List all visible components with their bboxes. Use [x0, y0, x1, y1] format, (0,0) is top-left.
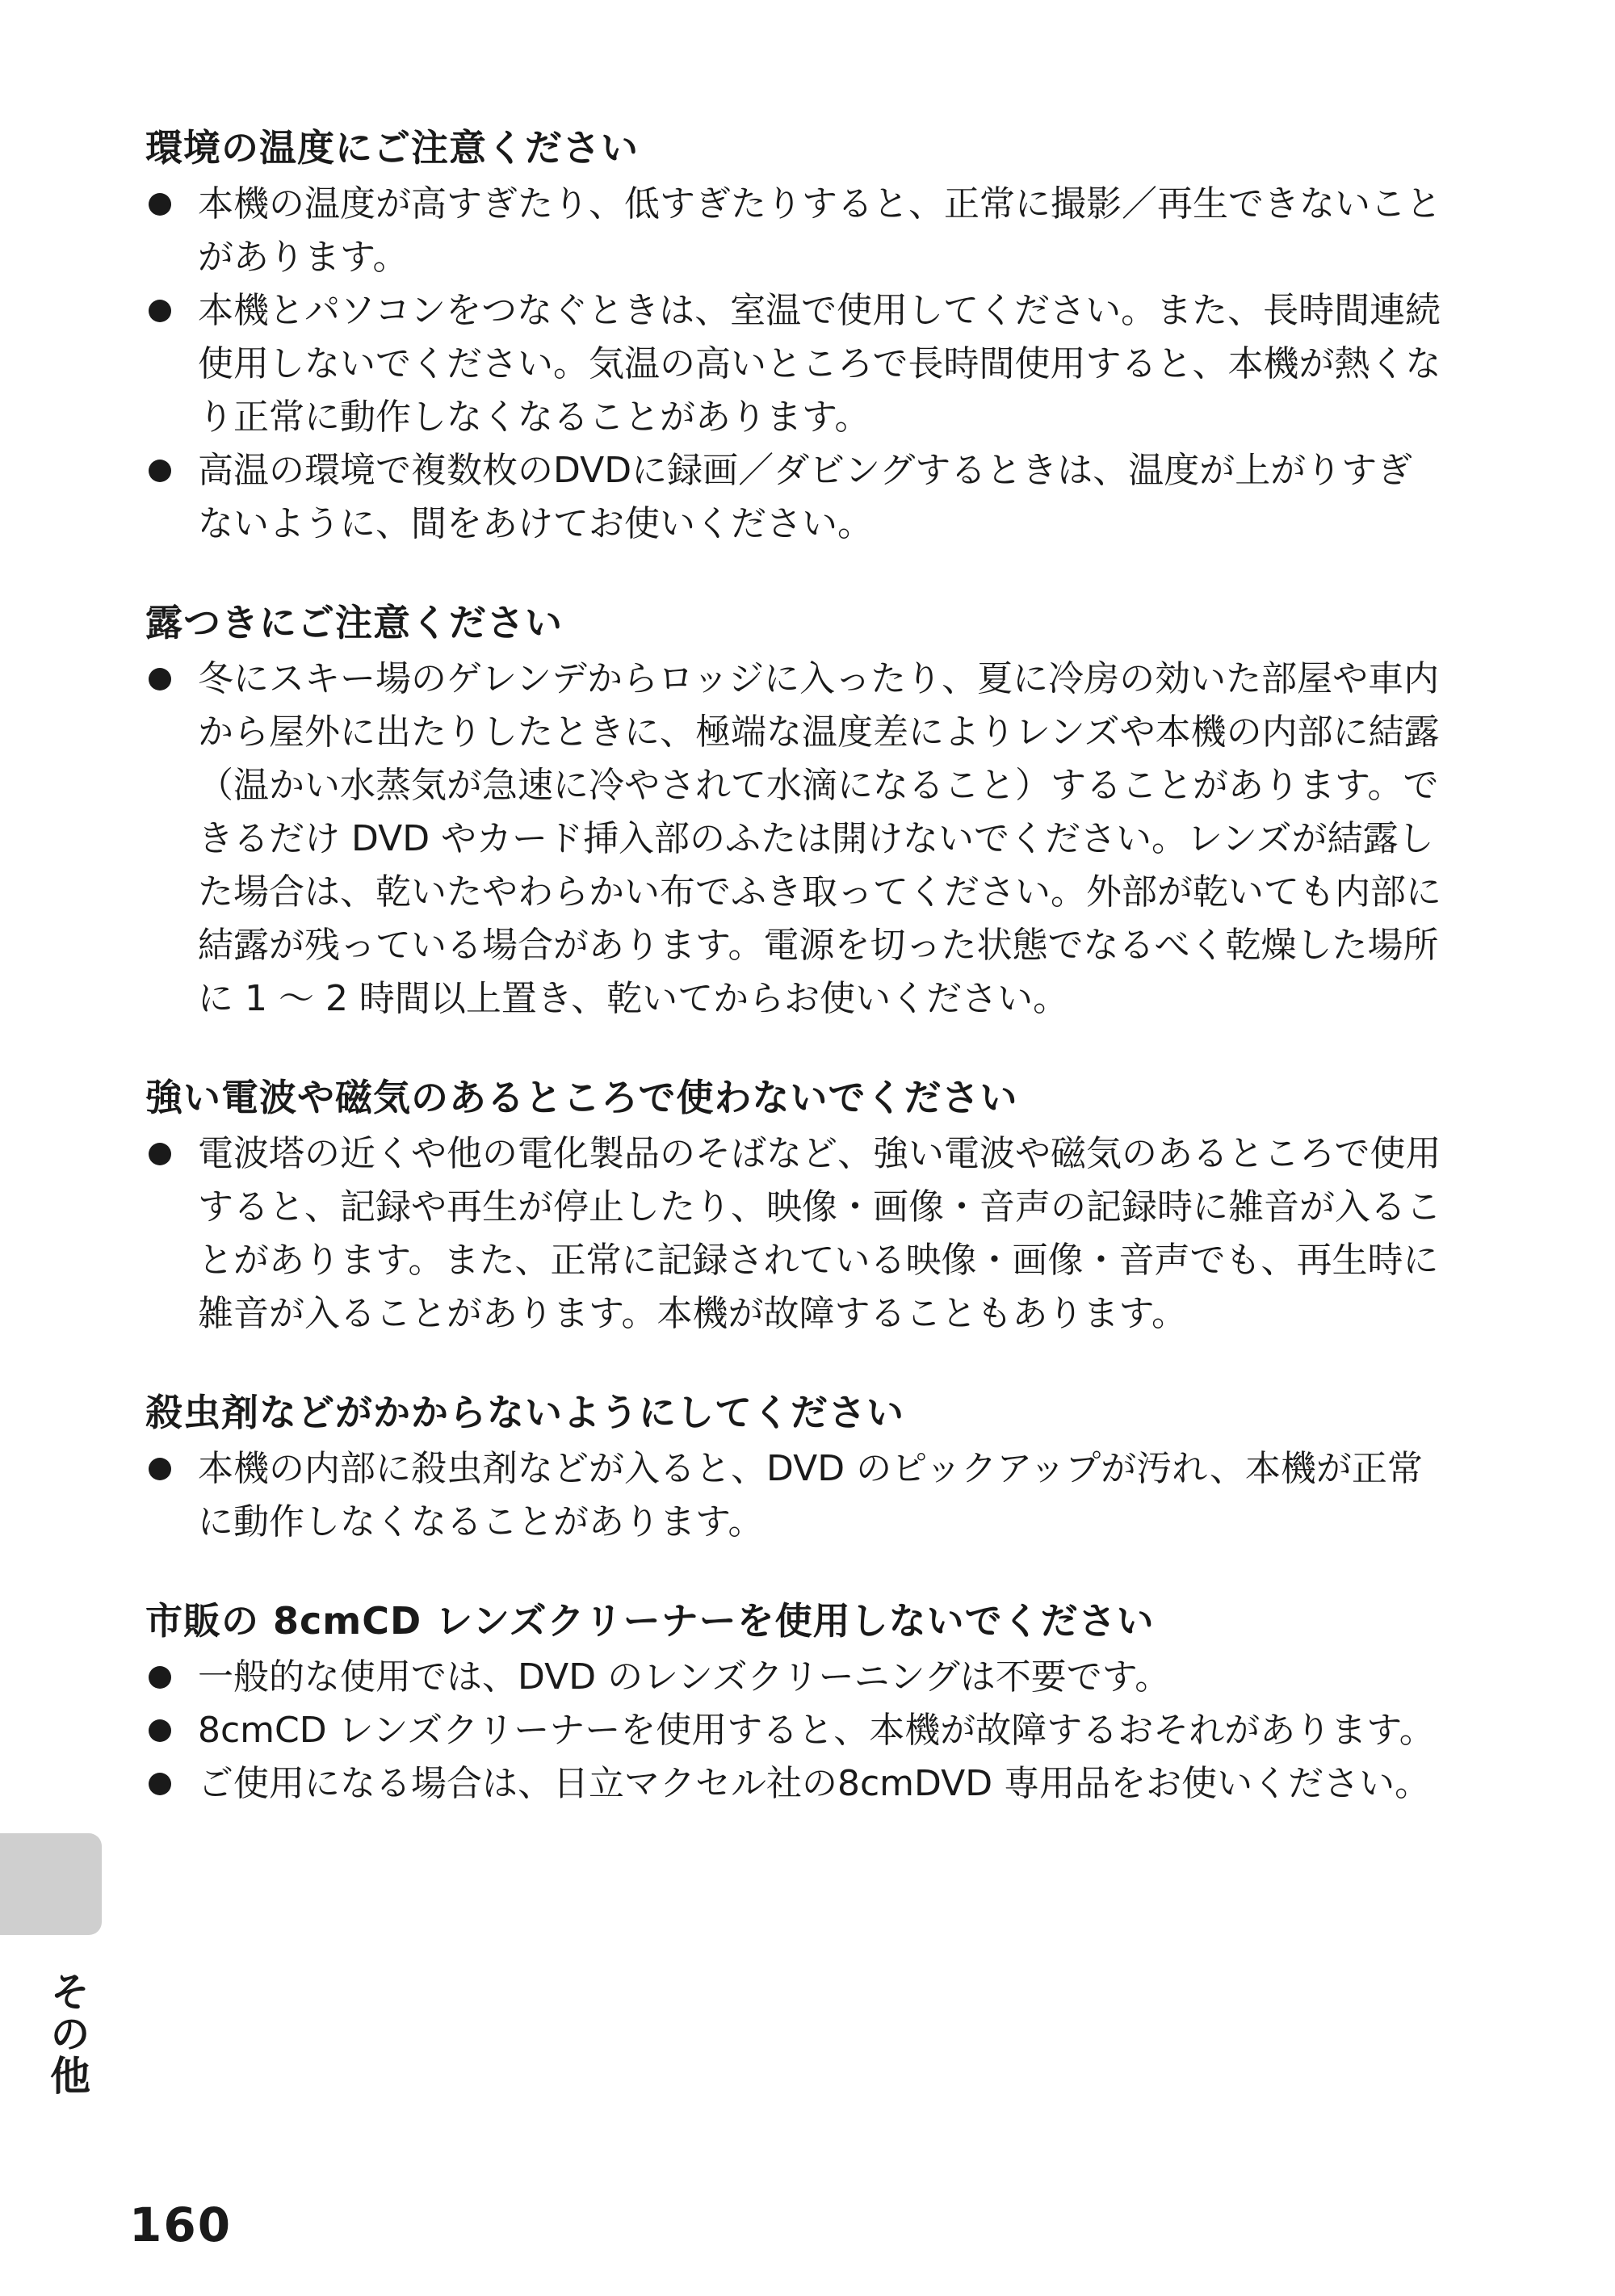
- item-text: 冬にスキー場のゲレンデからロッジに入ったり、夏に冷房の効いた部屋や車内から屋外に出たりしたときに、極端な温度差によりレンズや本機の内部に結露（温かい水蒸気が急速に冷やされて水滴になること）することがあります。できるだけ DVD やカード挿入部のふたは開けないでください。レンズが結露した場合は、乾いたやわらかい布でふき取ってください。外部が乾いても内部に結露が残っている場合があります。電源を切った状態でなるべく乾燥した場所に 1 ～ 2 時間以上置き、乾いてからお使いください。: [198, 658, 1441, 1019]
- item-text: 本機の内部に殺虫剤などが入ると、DVD のピックアップが汚れ、本機が正常に動作しなくなることがあります。: [198, 1448, 1423, 1543]
- list-item: [145, 1704, 1445, 1757]
- item-text: 高温の環境で複数枚のDVDに録画／ダビングするときは、温度が上がりすぎないように、間をあけてお使いください。: [198, 450, 1413, 544]
- list-item: [145, 284, 1445, 444]
- bullet-icon: [149, 1666, 171, 1689]
- page-content: [145, 121, 1445, 1811]
- item-text: 電波塔の近くや他の電化製品のそばなど、強い電波や磁気のあるところで使用すると、記録や再生が停止したり、映像・画像・音声の記録時に雑音が入ることがあります。また、正常に記録されている映像・画像・音声でも、再生時に雑音が入ることがあります。本機が故障することもあります。: [198, 1133, 1441, 1334]
- chapter-tab: [0, 1833, 102, 1935]
- item-text: 8cmCD レンズクリーナーを使用すると、本機が故障するおそれがあります。: [198, 1710, 1435, 1751]
- item-text: 本機とパソコンをつなぐときは、室温で使用してください。また、長時間連続使用しないでください。気温の高いところで長時間使用すると、本機が熱くなり正常に動作しなくなることがあります。: [198, 290, 1441, 438]
- bullet-icon: [149, 1719, 171, 1742]
- list-item: [145, 653, 1445, 1026]
- list-item: [145, 1127, 1445, 1341]
- list-item: [145, 444, 1445, 551]
- item-text: 本機の温度が高すぎたり、低すぎたりすると、正常に撮影／再生できないことがあります。: [198, 183, 1441, 278]
- bullet-icon: [149, 1773, 171, 1795]
- item-text: ご使用になる場合は、日立マクセル社の8cmDVD 専用品をお使いください。: [198, 1763, 1431, 1804]
- section-radio-magnetic: [145, 1071, 1445, 1341]
- section-heading: 露つきにご注意ください: [145, 601, 563, 644]
- section-heading: 環境の温度にご注意ください: [145, 126, 639, 170]
- bullet-list: [145, 653, 1445, 1026]
- bullet-list: [145, 1127, 1445, 1341]
- bullet-list: [145, 1651, 1445, 1811]
- bullet-icon: [149, 460, 171, 482]
- section-temperature: [145, 121, 1445, 551]
- bullet-icon: [149, 1143, 171, 1165]
- section-insecticide: [145, 1386, 1445, 1549]
- section-heading: 強い電波や磁気のあるところで使わないでください: [145, 1076, 1018, 1119]
- section-lens-cleaner: [145, 1594, 1445, 1811]
- section-heading: 市販の 8cmCD レンズクリーナーを使用しないでください: [145, 1599, 1155, 1643]
- bullet-icon: [149, 1458, 171, 1480]
- bullet-icon: [149, 193, 171, 216]
- bullet-list: [145, 1442, 1445, 1549]
- section-heading: 殺虫剤などがかからないようにしてください: [145, 1391, 904, 1434]
- list-item: [145, 1757, 1445, 1811]
- bullet-icon: [149, 300, 171, 322]
- section-condensation: [145, 596, 1445, 1026]
- page-number: 160: [129, 2197, 233, 2252]
- item-text: 一般的な使用では、DVD のレンズクリーニングは不要です。: [198, 1656, 1171, 1698]
- bullet-list: [145, 178, 1445, 551]
- bullet-icon: [149, 668, 171, 690]
- list-item: [145, 1651, 1445, 1704]
- list-item: [145, 178, 1445, 284]
- chapter-label: その他: [44, 1971, 90, 2097]
- list-item: [145, 1442, 1445, 1549]
